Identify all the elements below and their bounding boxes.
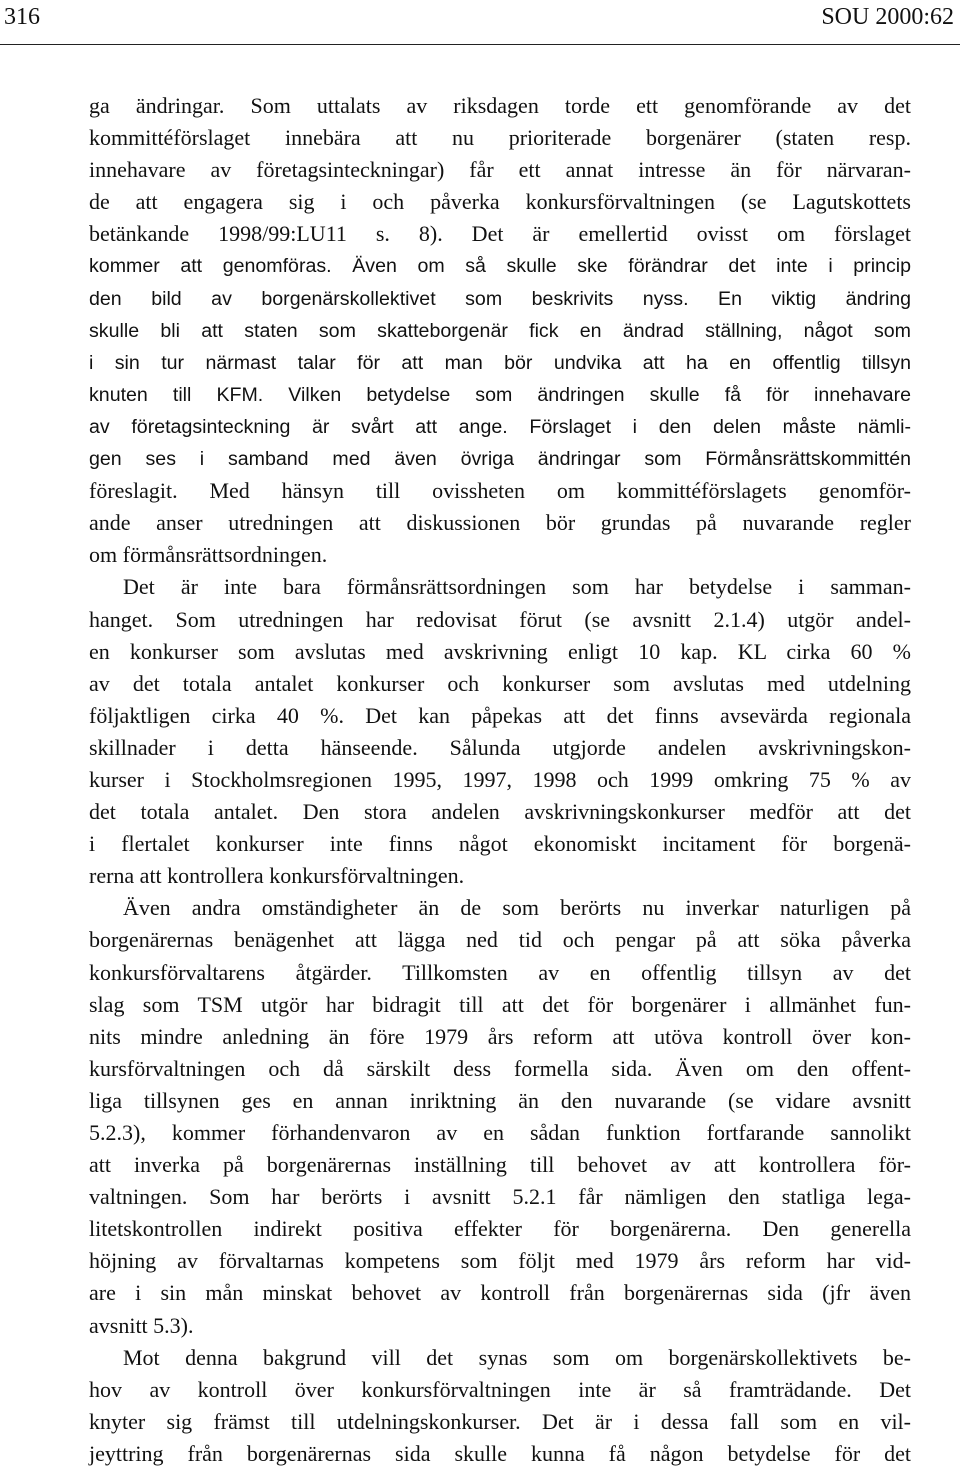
- text-line: att inverka på borgenärernas inställning till behovet av att kontrollera för-: [89, 1152, 911, 1178]
- text-line: knuten till KFM. Vilken betydelse som ändringen skulle få för innehavare: [89, 383, 911, 406]
- text-line: av företagsinteckning är svårt att ange. Förslaget i den delen måste nämli-: [89, 415, 911, 438]
- text-line: gen ses i samband med även övriga ändringar som Förmånsrättskommittén: [89, 448, 911, 471]
- header-rule: [0, 44, 960, 45]
- text-line: i sin tur närmast talar för att man bör undvika att ha en offentlig tillsyn: [89, 351, 911, 374]
- text-line: are i sin mån minskat behovet av kontroll från borgenärernas sida (jfr även: [89, 1280, 911, 1306]
- text-line: i flertalet konkurser inte finns något ekonomiskt incitament för borgenä-: [89, 831, 911, 857]
- text-line: om förmånsrättsordningen.: [89, 542, 328, 568]
- text-line: avsnitt 5.3).: [89, 1312, 194, 1338]
- text-line: 5.2.3), kommer förhandenvaron av en sådan funktion fortfarande sannolikt: [89, 1120, 911, 1145]
- page-header: [0, 0, 960, 46]
- text-line: kurser i Stockholmsregionen 1995, 1997, 1998 och 1999 omkring 75 % av: [89, 766, 911, 792]
- text-line: kursförvaltningen och då särskilt dess formella sida. Även om den offent-: [89, 1055, 911, 1081]
- text-line: ande anser utredningen att diskussionen bör grundas på nuvarande regler: [89, 510, 911, 536]
- text-line: kommer att genomföras. Även om så skulle ske förändrar det inte i princip: [89, 255, 911, 278]
- text-line: ga ändringar. Som uttalats av riksdagen torde ett genomförande av det: [89, 93, 911, 118]
- text-line: höjning av förvaltarnas kompetens som följt med 1979 års reform har vid-: [89, 1248, 911, 1274]
- text-line: liga tillsynen ges en annan inriktning än den nuvarande (se vidare avsnitt: [89, 1087, 911, 1113]
- text-line: litetskontrollen indirekt positiva effekter för borgenärerna. Den generella: [89, 1216, 911, 1242]
- text-line: rerna att kontrollera konkursförvaltningen.: [89, 863, 465, 889]
- text-line: Mot denna bakgrund vill det synas som om borgenärskollektivets be-: [123, 1344, 911, 1370]
- text-line: det totala antalet. Den stora andelen avskrivningskonkurser medför att det: [89, 799, 911, 825]
- text-line: skillnader i detta hänseende. Sålunda utgjorde andelen avskrivningskon-: [89, 734, 911, 760]
- text-line: hanget. Som utredningen har redovisat förut (se avsnitt 2.1.4) utgör andel-: [89, 606, 911, 632]
- text-line: en konkurser som avslutas med avskrivning enligt 10 kap. KL cirka 60 %: [89, 638, 911, 664]
- text-line: följaktligen cirka 40 %. Det kan påpekas att det finns avsevärda regionala: [89, 702, 911, 728]
- text-line: jeyttring från borgenärernas sida skulle kunna få någon betydelse för det: [89, 1440, 911, 1466]
- text-line: den bild av borgenärskollektivet som beskrivits nyss. En viktig ändring: [89, 287, 911, 310]
- text-line: betänkande 1998/99:LU11 s. 8). Det är emellertid ovisst om förslaget: [89, 221, 911, 247]
- text-line: kommittéförslaget innebära att nu prioriterade borgenärer (staten resp.: [89, 125, 911, 151]
- body-text: [89, 90, 911, 1470]
- text-line: nits mindre anledning än före 1979 års reform att utöva kontroll över kon-: [89, 1023, 911, 1049]
- text-line: slag som TSM utgör har bidragit till att det för borgenärer i allmänhet fun-: [89, 991, 911, 1017]
- text-line: de att engagera sig i och påverka konkursförvaltningen (se Lagutskottets: [89, 189, 911, 215]
- text-line: föreslagit. Med hänsyn till ovissheten om kommittéförslagets genomför-: [89, 478, 911, 504]
- text-line: innehavare av företagsinteckningar) får ett annat intresse än för närvaran-: [89, 157, 911, 183]
- text-line: konkursförvaltarens åtgärder. Tillkomsten av en offentlig tillsyn av det: [89, 959, 911, 985]
- report-id: SOU 2000:62: [821, 4, 954, 30]
- text-line: skulle bli att staten som skatteborgenär fick en ändrad ställning, något som: [89, 319, 911, 342]
- text-line: hov av kontroll över konkursförvaltningen inte är så framträdande. Det: [89, 1376, 911, 1402]
- text-line: Även andra omständigheter än de som berörts nu inverkar naturligen på: [123, 895, 911, 921]
- text-line: borgenärernas benägenhet att lägga ned tid och pengar på att söka påverka: [89, 927, 911, 953]
- page-number: 316: [4, 4, 40, 30]
- text-line: valtningen. Som har berörts i avsnitt 5.2.1 får nämligen den statliga lega-: [89, 1184, 911, 1210]
- text-line: Det är inte bara förmånsrättsordningen som har betydelse i samman-: [123, 574, 911, 600]
- text-line: knyter sig främst till utdelningskonkurser. Det är i dessa fall som en vil-: [89, 1408, 911, 1434]
- text-line: av det totala antalet konkurser och konkurser som avslutas med utdelning: [89, 670, 911, 696]
